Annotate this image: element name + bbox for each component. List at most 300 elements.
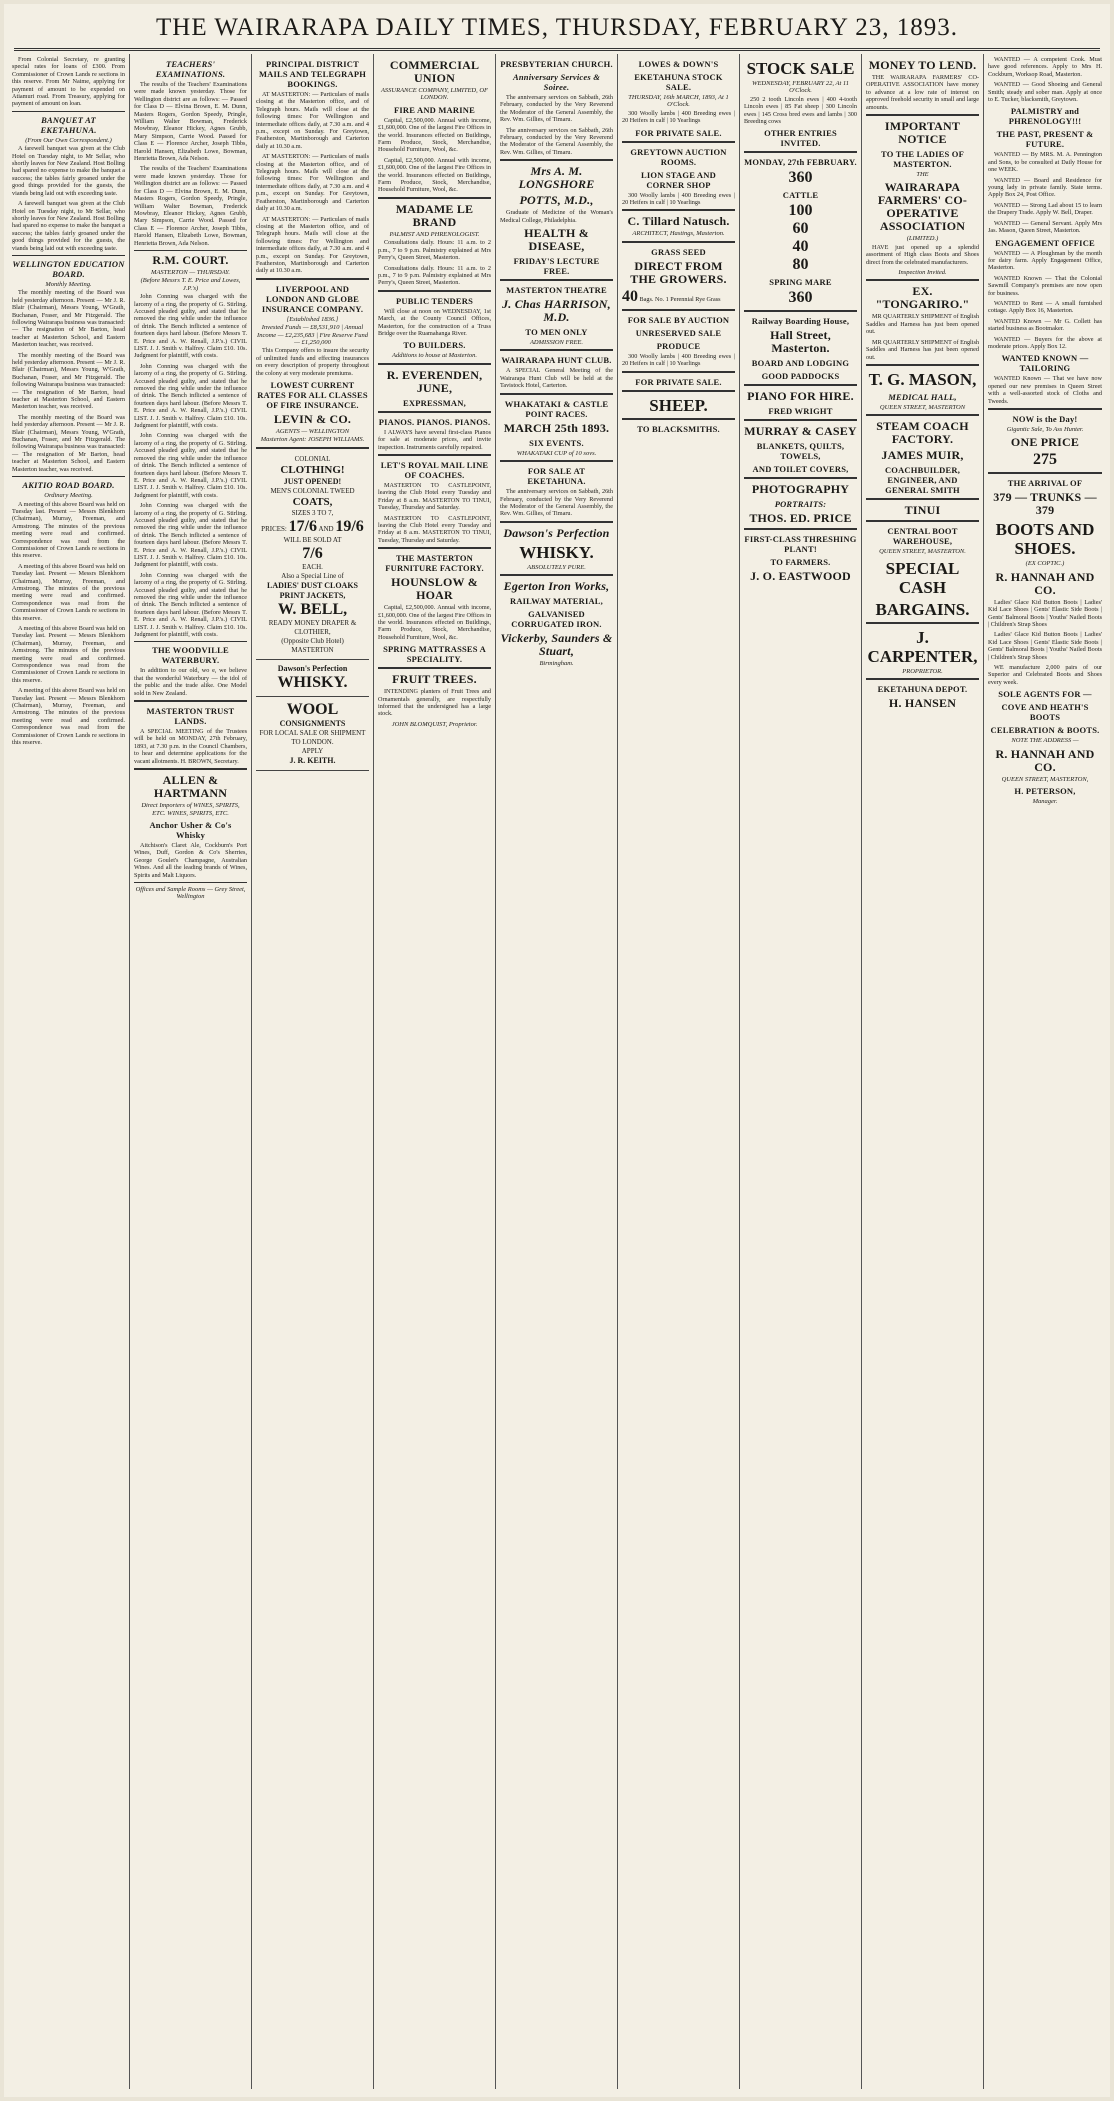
sixty-count: 60	[792, 220, 809, 238]
harrison-name: J. Chas HARRISON, M.D.	[502, 297, 611, 325]
ladies-heading: TO THE LADIES OF MASTERTON.	[881, 149, 964, 170]
teachers-body: The results of the Teachers' Examinations were made known yesterday. Those for Wellington district are as follows: — Passed for Class D — Elvina Brown, E. M. Dunn, Masters Rogers, Gordon Speedy, Pringle, William Walter Bowman, Frederick Mowbray, Eleanor Hickey, Agnes Grubb, Mary Simpson, Carrie Wood. Passed for Class E — Florence Archer, Joseph Tibbs, Harold Hansen, Elizabeth Lowe, Bowman, Henrietta Brown, Ada Nelson.	[134, 81, 247, 163]
races-heading: WHAKATAKI & CASTLE POINT RACES.	[504, 398, 609, 419]
divider	[500, 279, 613, 282]
stock-sale-body: 250 2 tooth Lincoln ewes | 400 4-tooth Lincoln ewes | 85 Fat sheep | 300 Lincoln ewes | 145 Cross bred ewes and lambs | 300 Breeding cows	[744, 95, 857, 126]
bell-address: (Opposite Club Hotel)	[281, 636, 344, 645]
just-opened-label: JUST OPENED!	[283, 476, 342, 486]
rm-court-body-cont: John Conning was charged with the larceny of a ring, the property of G. Stirling. Accused pleaded guilty, and stated that he removed the ring while under the influence of drink. The Bench inflicted a sentence of fourteen days hard labour. (Before Messrs T. E. Price and A. W. Renall, J.P.'s.) CIVIL LIST. J. J. Smith v. Halfrey. Claim £10. 10s. Judgment for plaintiff, with costs.	[134, 362, 247, 430]
akitio-body-cont: A meeting of this above Board was held on Tuesday last. Present — Messrs Blenkhorn (Chairman), Murray, Freeman, and Armstrong. The minutes of the previous meeting were read and confirmed. Correspondence was read from the Commissioner of Crown Lands re sections in this reserve.	[12, 625, 125, 684]
wool-ad	[256, 699, 369, 771]
liverpool-established: [Established 1836.]	[286, 315, 339, 323]
wanted-6: WANTED — General Servant. Apply Mrs Jas. Mason, Queen Street, Masterton.	[988, 219, 1102, 235]
pianos-heading: PIANOS. PIANOS. PIANOS.	[378, 416, 491, 427]
prices-text: PRICES:	[261, 524, 287, 533]
wanted-8: WANTED Known — That the Colonial Sawmill Company's premises are now open for business.	[988, 274, 1102, 297]
divider	[500, 574, 613, 577]
central-boot: CENTRAL BOOT WAREHOUSE,	[887, 526, 958, 547]
eketahuna-stock-heading: EKETAHUNA STOCK SALE.	[634, 72, 723, 92]
health-heading: HEALTH & DISEASE,	[524, 226, 589, 254]
commercial-body-cont: Capital, £2,500,000. Annual with income, £1,600,000. One of the largest Fire Offices in the world. Insurances effected on Buildings, Farm Produce, Stock, Merchandise, Household Furniture, Wool, &c.	[378, 156, 491, 194]
limited-label: (LIMITED.)	[906, 235, 939, 243]
sizes-label: SIZES 3 TO 7,	[291, 508, 334, 517]
unreserved-heading: UNRESERVED SALE	[635, 327, 722, 338]
eighty-count: 80	[792, 256, 809, 274]
allen-footer: Offices and Sample Rooms — Grey Street, Wellington	[135, 885, 246, 901]
grass-seed-heading: GRASS SEED	[651, 246, 706, 257]
allen-heading: ALLEN & HARTMANN	[153, 773, 228, 801]
coaches-heading: LET'S ROYAL MAIL LINE OF COACHES.	[380, 459, 489, 480]
auction-body: 300 Woolly lambs | 400 Breeding ewes | 20 Heifers in calf | 10 Yearlings	[622, 352, 735, 368]
divider	[378, 411, 491, 414]
wanted-5: WANTED — Strong Lad about 15 to learn the Drapery Trade. Apply W. Bell, Draper.	[988, 201, 1102, 217]
longshore-name: Mrs A. M. LONGSHORE	[518, 164, 595, 192]
mens-tweed-label: MEN'S COLONIAL TWEED	[270, 486, 355, 495]
portraits-label: PORTRAITS:	[774, 499, 827, 510]
longshore-body: Graduate of Medicine of the Woman's Medical College, Philadelphia.	[500, 209, 613, 224]
price-and: AND	[318, 524, 334, 533]
divider	[744, 310, 857, 313]
everenden-name: R. EVERENDEN, JUNE,	[386, 367, 483, 395]
blankets-label: BLANKETS, QUILTS, TOWELS,	[756, 441, 845, 462]
hunt-heading: WAIRARAPA HUNT CLUB.	[501, 355, 612, 366]
divider	[134, 882, 247, 883]
divider	[12, 111, 125, 112]
carpenter-proprietor: PROPRIETOR.	[902, 667, 943, 675]
board-lodging: BOARD AND LODGING	[751, 358, 850, 369]
wanted-3: WANTED — By MRS. M. A. Pennington and Sons, to be consulted at Daily House for one WEEK.	[988, 151, 1102, 174]
other-entries: OTHER ENTRIES INVITED.	[764, 128, 837, 149]
price-name: THOS. ED. PRICE	[749, 511, 852, 526]
divider	[134, 768, 247, 771]
threshing-heading: FIRST-CLASS THRESHING PLANT!	[744, 534, 857, 555]
hundred-count: 100	[788, 202, 813, 220]
coats-label: COATS,	[292, 495, 333, 508]
muir-name: JAMES MUIR,	[881, 448, 964, 463]
ladies-cloaks-label: LADIES' DUST CLOAKS	[267, 580, 358, 590]
engagement-office: ENGAGEMENT OFFICE	[995, 237, 1095, 248]
rm-court-heading: R.M. COURT.	[152, 252, 229, 267]
bell-town: MASTERTON	[291, 645, 334, 654]
divider	[500, 393, 613, 396]
divider	[866, 520, 979, 523]
wanted-2: WANTED — Good Shoeing and General Smith; steady and sober man. Apply at once to E. Tucker, blacksmith, Greytown.	[988, 81, 1102, 104]
celebration: CELEBRATION & BOOTS.	[990, 725, 1100, 736]
bell-name: W. BELL,	[277, 600, 348, 618]
madame-sub: PALMIST AND PHRENOLOGIST.	[389, 230, 480, 238]
divider	[622, 390, 735, 393]
divider	[12, 476, 125, 477]
public-tenders-body: Will close at noon on WEDNESDAY, 1st March, at the County Council Offices, Masterton, for the construction of a Truss Bridge over the Ruamahanga River.	[378, 307, 491, 337]
banquet-body-cont: A farewell banquet was given at the Club Hotel on Tuesday night, to Mr Sellar, who shortly leaves for New Zealand. Host Bolling had spared no expense to make the banquet a success; the tables fairly groaned under the good things provided for the guests, the viands being laid out with exceeding taste.	[12, 200, 125, 252]
masthead-rule	[14, 48, 1100, 51]
note-address: NOTE THE ADDRESS —	[1011, 737, 1079, 745]
eastwood-name: J. O. EASTWOOD	[750, 569, 851, 584]
bell-description: READY MONEY DRAPER & CLOTHIER,	[268, 618, 357, 636]
one-price: ONE PRICE	[1010, 435, 1080, 450]
akitio-body-cont: A meeting of this above Board was held on Tuesday last. Present — Messrs Blenkhorn (Chairman), Murray, Freeman, and Armstrong. The minutes of the previous meeting were read and confirmed. Correspondence was read from the Commissioner of Crown Lands re sections in this reserve.	[12, 562, 125, 622]
boots-list-cont: Ladies' Glace Kid Button Boots | Ladies' Kid Lace Shoes | Gents' Elastic Side Boots | Gents' Balmoral Boots | Youths' Nailed Boots | Children's Strap Shoes	[988, 631, 1102, 661]
sold-at-label: WILL BE SOLD AT	[283, 535, 342, 544]
rm-court-bench: (Before Messrs T. E. Price and Lowes, J.P.'s)	[140, 277, 241, 292]
divider	[134, 250, 247, 251]
farmers-body: HAVE just opened up a splendid assortment of High class Boots and Shoes direct from the celebrated manufacturers.	[866, 243, 979, 266]
mason-address: QUEEN STREET, MASTERTON	[879, 403, 966, 411]
divider	[256, 447, 369, 450]
column-4	[374, 54, 496, 2089]
wanted-9: WANTED to Rent — A small furnished cottage. Apply Box 16, Masterton.	[988, 299, 1102, 315]
monday-heading: MONDAY, 27th FEBRUARY.	[744, 157, 857, 168]
pianos-body: I ALWAYS have several first-class Pianos for sale at moderate prices, and invite inspection. Instruments carefully repaired.	[378, 428, 491, 451]
woodbury-heading: THE WOODVILLE WATERBURY.	[152, 645, 229, 666]
banquet-subheading: (From Our Own Correspondent.)	[25, 136, 112, 144]
eketahuna-sale-body: The anniversary services on Sabbath, 26th February, conducted by the Very Reverend the Moderator of the General Assembly, the Rev. Wm. Gillies, of Timaru.	[500, 488, 613, 518]
divider	[744, 477, 857, 480]
stock-sale-heading: STOCK SALE	[746, 59, 855, 78]
wellington-heading: WELLINGTON EDUCATION BOARD.	[12, 258, 125, 279]
forty-count: 40	[622, 287, 638, 305]
toilet-label: AND TOILET COVERS,	[752, 464, 849, 475]
divider	[500, 460, 613, 463]
teachers-heading: TEACHERS' EXAMINATIONS.	[155, 59, 226, 79]
queen-street-2: QUEEN STREET, MASTERTON,	[1001, 775, 1089, 783]
levin-agents: AGENTS — WELLINGTON	[275, 428, 350, 435]
spring-mattrasses: SPRING MATTRASSES A SPECIALITY.	[383, 644, 486, 665]
divider	[12, 255, 125, 256]
divider	[622, 241, 735, 244]
public-tenders-heading: PUBLIC TENDERS	[395, 295, 474, 306]
hunt-body: A SPECIAL General Meeting of the Wairarapa Hunt Club will be held at the Tavistock Hotel, Carterton.	[500, 367, 613, 390]
divider	[866, 114, 979, 117]
liverpool-heading: LIVERPOOL AND LONDON AND GLOBE INSURANCE COMPANY.	[261, 283, 364, 314]
produce-heading: PRODUCE	[656, 340, 701, 351]
wellington-body-cont: The monthly meeting of the Board was held yesterday afternoon. Present — Mr J. R. Blair (Chairman), Messrs Young, W'Grath, Buchanan, Fraser, and Mr Fitzgerald. The following Wairarapa business was transacted: — The resignation of Mr Barton, head teacher at Masterton School, and Eastern Masterton teacher, was received.	[12, 413, 125, 473]
rm-court-body-cont: John Conning was charged with the larceny of a ring, the property of G. Stirling. Accused pleaded guilty, and stated that he removed the ring while under the influence of drink. The Bench inflicted a sentence of fourteen days hard labour. (Before Messrs T. E. Price and A. W. Renall, J.P.'s.) CIVIL LIST. J. J. Smith v. Halfrey. Claim £10. 10s. Judgment for plaintiff, with costs.	[134, 571, 247, 639]
the-label: THE	[916, 171, 929, 179]
hall-street: Hall Street, Masterton.	[770, 328, 831, 356]
column-6	[618, 54, 740, 2089]
liverpool-rates: LOWEST CURRENT RATES FOR ALL CLASSES OF FIRE INSURANCE.	[257, 380, 368, 410]
divider	[134, 700, 247, 703]
levin-heading: LEVIN & CO.	[273, 412, 352, 426]
divider	[744, 419, 857, 422]
hansen-name: H. HANSEN	[888, 696, 957, 711]
money-body: THE WAIRARAPA FARMERS' CO-OPERATIVE ASSOCIATION have money to advance at a low rate of interest on approved freehold security in small and large amounts.	[866, 74, 979, 111]
divider	[866, 678, 979, 681]
cross-bred-count: 360	[788, 169, 813, 187]
important-notice: IMPORTANT NOTICE	[884, 119, 961, 147]
price-c: 7/6	[302, 544, 323, 562]
greytown-body: 300 Woolly lambs | 400 Breeding ewes | 20 Heifers in calf | 10 Yearlings	[622, 191, 735, 207]
queen-street: QUEEN STREET, MASTERTON.	[879, 548, 966, 556]
coaches-body-cont: MASTERTON TO CASTLEPOINT, leaving the Club Hotel every Tuesday and Friday at 8 a.m. MASTERTON TO TINUI, Tuesday, Thursday and Saturday.	[378, 514, 491, 544]
liverpool-funds: Invested Funds — £8,531,910 | Annual Income — £2,235,683 | Fire Reserve Fund — £1,250,000	[257, 324, 368, 346]
longshore-title: POTTS, M.D.,	[519, 193, 594, 208]
divider	[988, 472, 1102, 475]
teachers-body-cont: The results of the Teachers' Examinations were made known yesterday. Those for Wellington district are as follows: — Passed for Class D — Elvina Brown, E. M. Dunn, Masters Rogers, Gordon Speedy, Pringle, William Walter Bowman, Frederick Mowbray, Eleanor Hickey, Agnes Grubb, Mary Simpson, Carrie Wood. Passed for Class E — Florence Archer, Joseph Tibbs, Harold Hansen, Elizabeth Lowe, Bowman, Henrietta Brown, Ada Nelson.	[134, 165, 247, 247]
good-paddocks: GOOD PADDOCKS	[761, 371, 840, 382]
money-heading: MONEY TO LEND.	[868, 58, 977, 72]
expressman-label: EXPRESSMAN,	[403, 397, 466, 408]
steam-heading: STEAM COACH FACTORY.	[876, 419, 969, 447]
print-jackets-label: PRINT JACKETS,	[279, 590, 346, 600]
price-b: 19/6	[335, 517, 364, 535]
anchor-heading: Anchor Usher & Co's Whisky	[149, 819, 232, 840]
whisky-ad	[256, 662, 369, 697]
now-day: NOW is the Day!	[1012, 414, 1078, 424]
tongariro-body-cont: MR QUARTERLY SHIPMENT of English Saddles and Harness has just been opened out.	[866, 338, 979, 361]
events-label: SIX EVENTS.	[529, 437, 584, 448]
wanted-12: WANTED Known — That we have now opened our new premises in Queen Street with a well-assorted stock of Cloths and Tweeds.	[988, 375, 1102, 405]
akitio-heading: AKITIO ROAD BOARD.	[22, 480, 115, 491]
wanted-11: WANTED — Buyers for the above at moderate prices. Apply Box 12.	[988, 335, 1102, 350]
whisky-label: WHISKY.	[519, 542, 594, 562]
eketahuna-depot: EKETAHUNA DEPOT.	[877, 684, 968, 695]
anchor-body: Aitchison's Claret Ale, Cockburn's Port Wines, Duff, Gordon & Co's Sherries, George Goulet's Champagne, Australian Wines. And all the leading brands of Wines, Spirits and Malt Liquors.	[134, 841, 247, 879]
mails-heading: PRINCIPAL DISTRICT MAILS AND TELEGRAPH BOOKINGS.	[258, 59, 367, 89]
perfection-label: Dawson's Perfection	[503, 525, 610, 540]
woodbury-body: In addition to our old, wo e, we believe that the wonderful Waterbury — the idol of the public and the trade alike. One Model sold in New Zealand.	[134, 667, 247, 697]
to-men-label: TO MEN ONLY	[525, 327, 588, 338]
sole-agents: SOLE AGENTS FOR —	[998, 689, 1092, 700]
hannah-name: R. HANNAH AND CO.	[995, 569, 1095, 597]
allen-body: Direct Importers of WINES, SPIRITS, ETC. WINES, SPIRITS, ETC.	[141, 802, 240, 817]
banquet-body: A farewell banquet was given at the Club Hotel on Tuesday night, to Mr Sellar, who shortly leaves for New Zealand. Host Bolling had spared no expense to make the banquet a success; the tables fairly groaned under the good things provided for the guests, the viands being laid out with exceeding taste.	[12, 145, 125, 197]
column-8	[862, 54, 984, 2089]
cattle-heading: CATTLE	[782, 190, 819, 201]
clothing-ad	[256, 453, 369, 660]
divider	[500, 521, 613, 524]
akitio-body: A meeting of this above Board was held on Tuesday last. Present — Messrs Blenkhorn (Chairman), Murray, Freeman, and Armstrong. The minutes of the previous meeting were read and confirmed. Correspondence was read from the Commissioner of Crown Lands re sections in this reserve.	[12, 500, 125, 560]
liverpool-body: This Company offers to insure the security of unlimited funds and effecting insurances on every description of property throughout the colony at very moderate premiums.	[256, 347, 369, 377]
boots-shoes-heading: BOOTS AND SHOES.	[995, 520, 1095, 559]
column-7	[740, 54, 862, 2089]
fred-wright: FRED WRIGHT	[768, 406, 833, 417]
special-cash: SPECIAL CASH	[885, 558, 960, 597]
vickerby-name: Vickerby, Saunders & Stuart,	[500, 631, 613, 659]
bags-label	[622, 288, 735, 306]
inspection-label: Inspection Invited.	[898, 269, 947, 277]
farmers-co-heading: WAIRARAPA FARMERS' CO-OPERATIVE ASSOCIATION	[877, 180, 968, 234]
prices-label	[256, 518, 369, 536]
masterton-agent: Masterton Agent: JOSEPH WILLIAMS.	[260, 436, 365, 444]
private-sale-heading: FOR PRIVATE SALE.	[635, 127, 722, 138]
divider	[134, 641, 247, 642]
tillard-name: C. Tillard Natusch.	[627, 214, 730, 229]
column-3	[252, 54, 374, 2089]
commercial-sub: ASSURANCE COMPANY, LIMITED, OF LONDON.	[380, 87, 489, 102]
hounslow-name: HOUNSLOW & HOAR	[391, 575, 478, 603]
akitio-subheading: Ordinary Meeting.	[44, 492, 93, 500]
column-5	[496, 54, 618, 2089]
tongariro-body: MR QUARTERLY SHIPMENT of English Saddles and Harness has just been opened out.	[866, 313, 979, 336]
divider	[378, 363, 491, 366]
spring-mare: SPRING MARE	[769, 277, 832, 288]
gigantic-sale: Gigantic Sale, To Ass Hunter.	[1006, 426, 1084, 433]
mason-name: T. G. MASON,	[868, 369, 977, 389]
direct-heading: DIRECT FROM THE GROWERS.	[630, 258, 727, 286]
past-present: THE PAST, PRESENT & FUTURE.	[996, 129, 1094, 150]
lowes-heading: LOWES & DOWN'S	[638, 59, 719, 69]
divider	[866, 414, 979, 417]
lion-stage-heading: LION STAGE AND CORNER SHOP	[641, 169, 716, 190]
divider	[744, 528, 857, 531]
rm-court-body-cont: John Conning was charged with the larceny of a ring, the property of G. Stirling. Accused pleaded guilty, and stated that he removed the ring while under the influence of drink. The Bench inflicted a sentence of fourteen days hard labour. (Before Messrs T. E. Price and A. W. Renall, J.P.'s.) CIVIL LIST. J. J. Smith v. Halfrey. Claim £10. 10s. Judgment for plaintiff, with costs.	[134, 432, 247, 499]
trunks-heading: 379 — TRUNKS — 379	[993, 490, 1097, 518]
divider	[500, 349, 613, 352]
madame-body-cont: Consultations daily. Hours: 11 a.m. to 2 p.m., 7 to 9 p.m. Palmistry explained at Mrs Perry's, Queen Street, Masterton.	[378, 264, 491, 287]
tillard-sub: ARCHITECT, Hastings, Masterton.	[632, 230, 725, 238]
manager-label: Manager.	[1032, 798, 1058, 806]
builders-heading: TO BUILDERS.	[403, 340, 466, 351]
blacksmiths-heading: TO BLACKSMITHS.	[637, 423, 720, 434]
also-label: Also a Special Line of	[281, 571, 344, 580]
banquet-heading: BANQUET AT EKETAHUNA.	[40, 114, 97, 135]
divider	[622, 418, 735, 421]
cup-label: WHAKATAKI CUP of 10 sovs.	[516, 449, 597, 457]
divider	[378, 667, 491, 670]
palmistry-heading: PALMISTRY and PHRENOLOGY!!!	[1008, 106, 1082, 127]
wanted-1: WANTED — A competent Cook. Must have good references. Apply to Mrs H. Cockburn, Worksop Road, Masterton.	[988, 56, 1102, 78]
divider	[622, 141, 735, 144]
newspaper-page	[4, 4, 1110, 2097]
anniversary-body: The anniversary services on Sabbath, 26th February, conducted by the Very Reverend the Moderator of the General Assembly, the Rev. Wm. Gillies, of Timaru.	[500, 94, 613, 124]
bags-text: Bags. No. 1 Perennial Rye Grass	[639, 295, 721, 303]
greytown-heading: GREYTOWN AUCTION ROOMS.	[630, 146, 727, 167]
column-9	[984, 54, 1106, 2089]
medical-hall: MEDICAL HALL,	[888, 391, 957, 402]
fruit-trees-heading: FRUIT TREES.	[392, 672, 477, 687]
divider	[744, 151, 857, 154]
column-grid	[8, 54, 1106, 2089]
divider	[866, 622, 979, 625]
divider	[378, 197, 491, 200]
mails-body-cont: AT MASTERTON: — Particulars of mails closing at the Masterton office, and of Telegraph hours. Mails will close at the following times: For Wellington and intermediate offices daily, at 7.30 a.m. and 4 p.m., except on Sunday. For Greytown, Featherston, Martinborough and Carterton daily at 10.30 a.m.	[256, 153, 369, 213]
divider	[744, 384, 857, 387]
divider	[378, 547, 491, 550]
wanted-4: WANTED — Board and Residence for young lady in private family. State terms. Apply Box 24, Post Office.	[988, 176, 1102, 199]
madame-body: Consultations daily. Hours: 11 a.m. to 2 p.m., 7 to 9 p.m. Palmistry explained at Mrs Perry's, Queen Street, Masterton.	[378, 239, 491, 262]
egerton-heading: Egerton Iron Works,	[503, 579, 610, 594]
cove-heath: COVE AND HEATH'S BOOTS	[1001, 702, 1089, 723]
auction-heading: FOR SALE BY AUCTION	[627, 314, 730, 325]
commercial-body: Capital, £2,500,000. Annual with income, £1,600,000. One of the largest Fire Offices in the world. Insurances effected on Buildings, Farm Produce, Stock, Merchandise, Household Furniture, Wool, &c.	[378, 116, 491, 154]
wanted-7: WANTED — A Ploughman by the month for dairy farm. Apply Engagement Office, Masterton.	[988, 249, 1102, 272]
whisky-label: WHISKY.	[277, 673, 348, 691]
farmers-heading: TO FARMERS.	[770, 557, 831, 568]
divider	[378, 454, 491, 457]
divider	[866, 498, 979, 501]
dividends-count: 360	[788, 289, 813, 307]
eketahuna-stock-date: THURSDAY, 16th MARCH, 1893, At 1 O'Clock.	[628, 94, 729, 109]
additions-label: Additions to house at Masterton.	[391, 352, 478, 360]
consignments-label: CONSIGNMENTS	[279, 718, 346, 728]
stock-sale-date: WEDNESDAY, FEBRUARY 22, At 11 O'Clock.	[752, 80, 849, 95]
lecture-label: FRIDAY'S LECTURE FREE.	[513, 256, 600, 277]
galvanised-label: GALVANISED CORRUGATED IRON.	[511, 609, 602, 630]
eketahuna-sale-heading: FOR SALE AT EKETAHUNA.	[527, 466, 586, 487]
anniversary-body-cont: The anniversary services on Sabbath, 26th February, conducted by the Very Reverend the Moderator of the General Assembly, the Rev. Wm. Gillies, of Timaru.	[500, 126, 613, 156]
commercial-lines: FIRE AND MARINE	[394, 104, 475, 115]
tailoring-heading: WANTED KNOWN — TAILORING	[1001, 353, 1089, 374]
divider	[622, 309, 735, 312]
piano-hire: PIANO FOR HIRE.	[747, 389, 854, 404]
admission-label: ADMISSION FREE.	[529, 339, 584, 347]
price-a: 17/6	[288, 517, 318, 535]
birmingham-label: Birmingham.	[539, 660, 574, 668]
presbyterian-heading: PRESBYTERIAN CHURCH.	[500, 59, 613, 69]
wellington-subheading: Monthly Meeting.	[45, 280, 92, 288]
wool-label: WOOL	[286, 700, 339, 718]
trust-lands-body: A SPECIAL MEETING of the Trustees will be held on MONDAY, 27th February, 1893, at 7.30 p.m. in the Council Chambers, to hear and determine applications for the vacant allotments. H. BROWN, Secretary.	[134, 728, 247, 765]
akitio-body-cont: A meeting of this above Board was held on Tuesday last. Present — Messrs Blenkhorn (Chairman), Murray, Freeman, and Armstrong. The minutes of the previous meeting were read and confirmed. Correspondence was read from the Commissioner of Crown Lands re sections in this reserve.	[12, 687, 125, 747]
divider	[378, 290, 491, 293]
masthead-title: THE WAIRARAPA DAILY TIMES, THURSDAY, FEBRUARY 23, 1893.	[156, 14, 958, 41]
private-sale-2: FOR PRIVATE SALE.	[635, 376, 722, 387]
rm-court-body-cont: John Conning was charged with the larceny of a ring, the property of G. Stirling. Accused pleaded guilty, and stated that he removed the ring while under the influence of drink. The Bench inflicted a sentence of fourteen days hard labour. (Before Messrs T. E. Price and A. W. Renall, J.P.'s.) CIVIL LIST. J. J. Smith v. Halfrey. Claim £10. 10s. Judgment for plaintiff, with costs.	[134, 502, 247, 569]
mails-body: AT MASTERTON: — Particulars of mails closing at the Masterton office, and of Telegraph hours. Mails will close at the following times: For Wellington and intermediate offices daily, at 7.30 a.m. and 4 p.m., except on Sunday. For Greytown, Featherston, Martinborough and Carterton daily at 10.30 a.m.	[256, 91, 369, 150]
sheep-heading: SHEEP.	[649, 395, 708, 415]
railway-label: RAILWAY MATERIAL,	[510, 596, 603, 607]
wool-body: FOR LOCAL SALE OR SHIPMENT TO LONDON.	[259, 728, 366, 746]
fruit-trees-body: INTENDING planters of Fruit Trees and Ornamentals generally, are respectfully informed that the undersigned has a large stock.	[378, 688, 491, 718]
divider	[256, 278, 369, 281]
divider	[866, 279, 979, 282]
each-label: EACH.	[302, 562, 323, 571]
column-2	[130, 54, 252, 2089]
trust-lands-heading: MASTERTON TRUST LANDS.	[146, 706, 235, 727]
apply-label: APPLY	[301, 746, 324, 755]
blomquist-name: JOHN BLOMQUIST, Proprietor.	[391, 720, 478, 728]
races-date: MARCH 25th 1893.	[503, 420, 610, 435]
ex-coptic: (EX COPTIC.)	[1025, 560, 1065, 568]
murray-casey: MURRAY & CASEY	[744, 424, 857, 439]
wellington-body-cont: The monthly meeting of the Board was held yesterday afternoon. Present — Mr J. R. Blair (Chairman), Messrs Young, W'Grath, Buchanan, Fraser, and Mr Fitzgerald. The following Wairarapa business was transacted: — The resignation of Mr Barton, head teacher at Masterton School, and Eastern Masterton teacher, was received.	[12, 351, 125, 411]
furniture-heading: THE MASTERTON FURNITURE FACTORY.	[385, 553, 484, 574]
tongariro-heading: EX. "TONGARIRO."	[875, 284, 970, 312]
madame-heading: MADAME LE BRAND	[395, 201, 474, 229]
arrival-heading: THE ARRIVAL OF	[1007, 478, 1083, 489]
wanted-10: WANTED Known — Mr G. Collett has started business as Bootmaker.	[988, 317, 1102, 333]
mails-body-cont: AT MASTERTON: — Particulars of mails closing at the Masterton office, and of Telegraph hours. Mails will close at the following times: For Wellington and intermediate offices daily, at 7.30 a.m. and 4 p.m., except on Sunday. For Greytown, Featherston, Martinborough and Carterton daily at 10.30 a.m.	[256, 215, 369, 275]
column-1	[8, 54, 130, 2089]
furniture-body: Capital, £2,500,000. Annual with income, £1,600,000. One of the largest Fire Offices in the world. Insurances effected on Buildings, Farm Produce, Stock, Merchandise, Household Furniture, Wool, &c.	[378, 604, 491, 641]
theatre-heading: MASTERTON THEATRE	[506, 285, 607, 296]
rm-court-body: John Conning was charged with the larceny of a ring, the property of G. Stirling. Accused pleaded guilty, and stated that he removed the ring while under the influence of drink. The Bench inflicted a sentence of fourteen days hard labour. (Before Messrs T. E. Price and A. W. Renall, J.P.'s.) CIVIL LIST. J. J. Smith v. Halfrey. Claim £10. 10s. Judgment for plaintiff, with costs.	[134, 293, 247, 360]
pure-label: ABSOLUTELY PURE.	[527, 563, 586, 571]
forty-count: 40	[792, 238, 809, 256]
dawson-label: Dawson's Perfection	[277, 663, 348, 673]
eketahuna-stock-body: 300 Woolly lambs | 400 Breeding ewes | 20 Heifers in calf | 10 Yearlings	[622, 109, 735, 125]
anniversary-heading: Anniversary Services & Soiree.	[512, 72, 601, 92]
keith-name: J. R. KEITH.	[289, 755, 336, 765]
rm-court-date: MASTERTON — THURSDAY.	[151, 268, 230, 276]
divider	[622, 209, 735, 212]
commercial-heading: COMMERCIAL UNION	[389, 58, 480, 85]
tinui-heading: TINUI	[904, 503, 941, 518]
wellington-body: The monthly meeting of the Board was held yesterday afternoon. Present — Mr J. R. Blair (Chairman), Messrs Young, W'Grath, Buchanan, Fraser, and Mr Fitzgerald. The following Wairarapa business was transacted: — The resignation of Mr Barton, head teacher at Masterton School, and Eastern Masterton teacher, was received.	[12, 289, 125, 349]
colonial-label: COLONIAL	[294, 454, 331, 463]
railway-boarding: Railway Boarding House,	[751, 316, 850, 327]
muir-body: COACHBUILDER, ENGINEER, AND GENERAL SMITH	[884, 465, 961, 496]
carpenter-name: J. CARPENTER,	[867, 627, 978, 666]
intro-text: From Colonial Secretary, re granting special rates for loans of £300. From Commissioner of Crown Lands re sections in this reserve. From Mr Naime, applying for payment of amount to be expended on Atiamuri road. From Treasury, applying for payment of amount on loan.	[12, 56, 125, 108]
price-275: 275	[1033, 451, 1057, 469]
peterson-name: H. PETERSON,	[1014, 786, 1076, 797]
divider	[866, 364, 979, 367]
boots-list: Ladies' Glace Kid Button Boots | Ladies' Kid Lace Shoes | Gents' Elastic Side Boots | Gents' Balmoral Boots | Youths' Nailed Boots | Children's Strap Shoes	[988, 598, 1102, 629]
hannah-name-2: R. HANNAH AND CO.	[995, 746, 1095, 774]
